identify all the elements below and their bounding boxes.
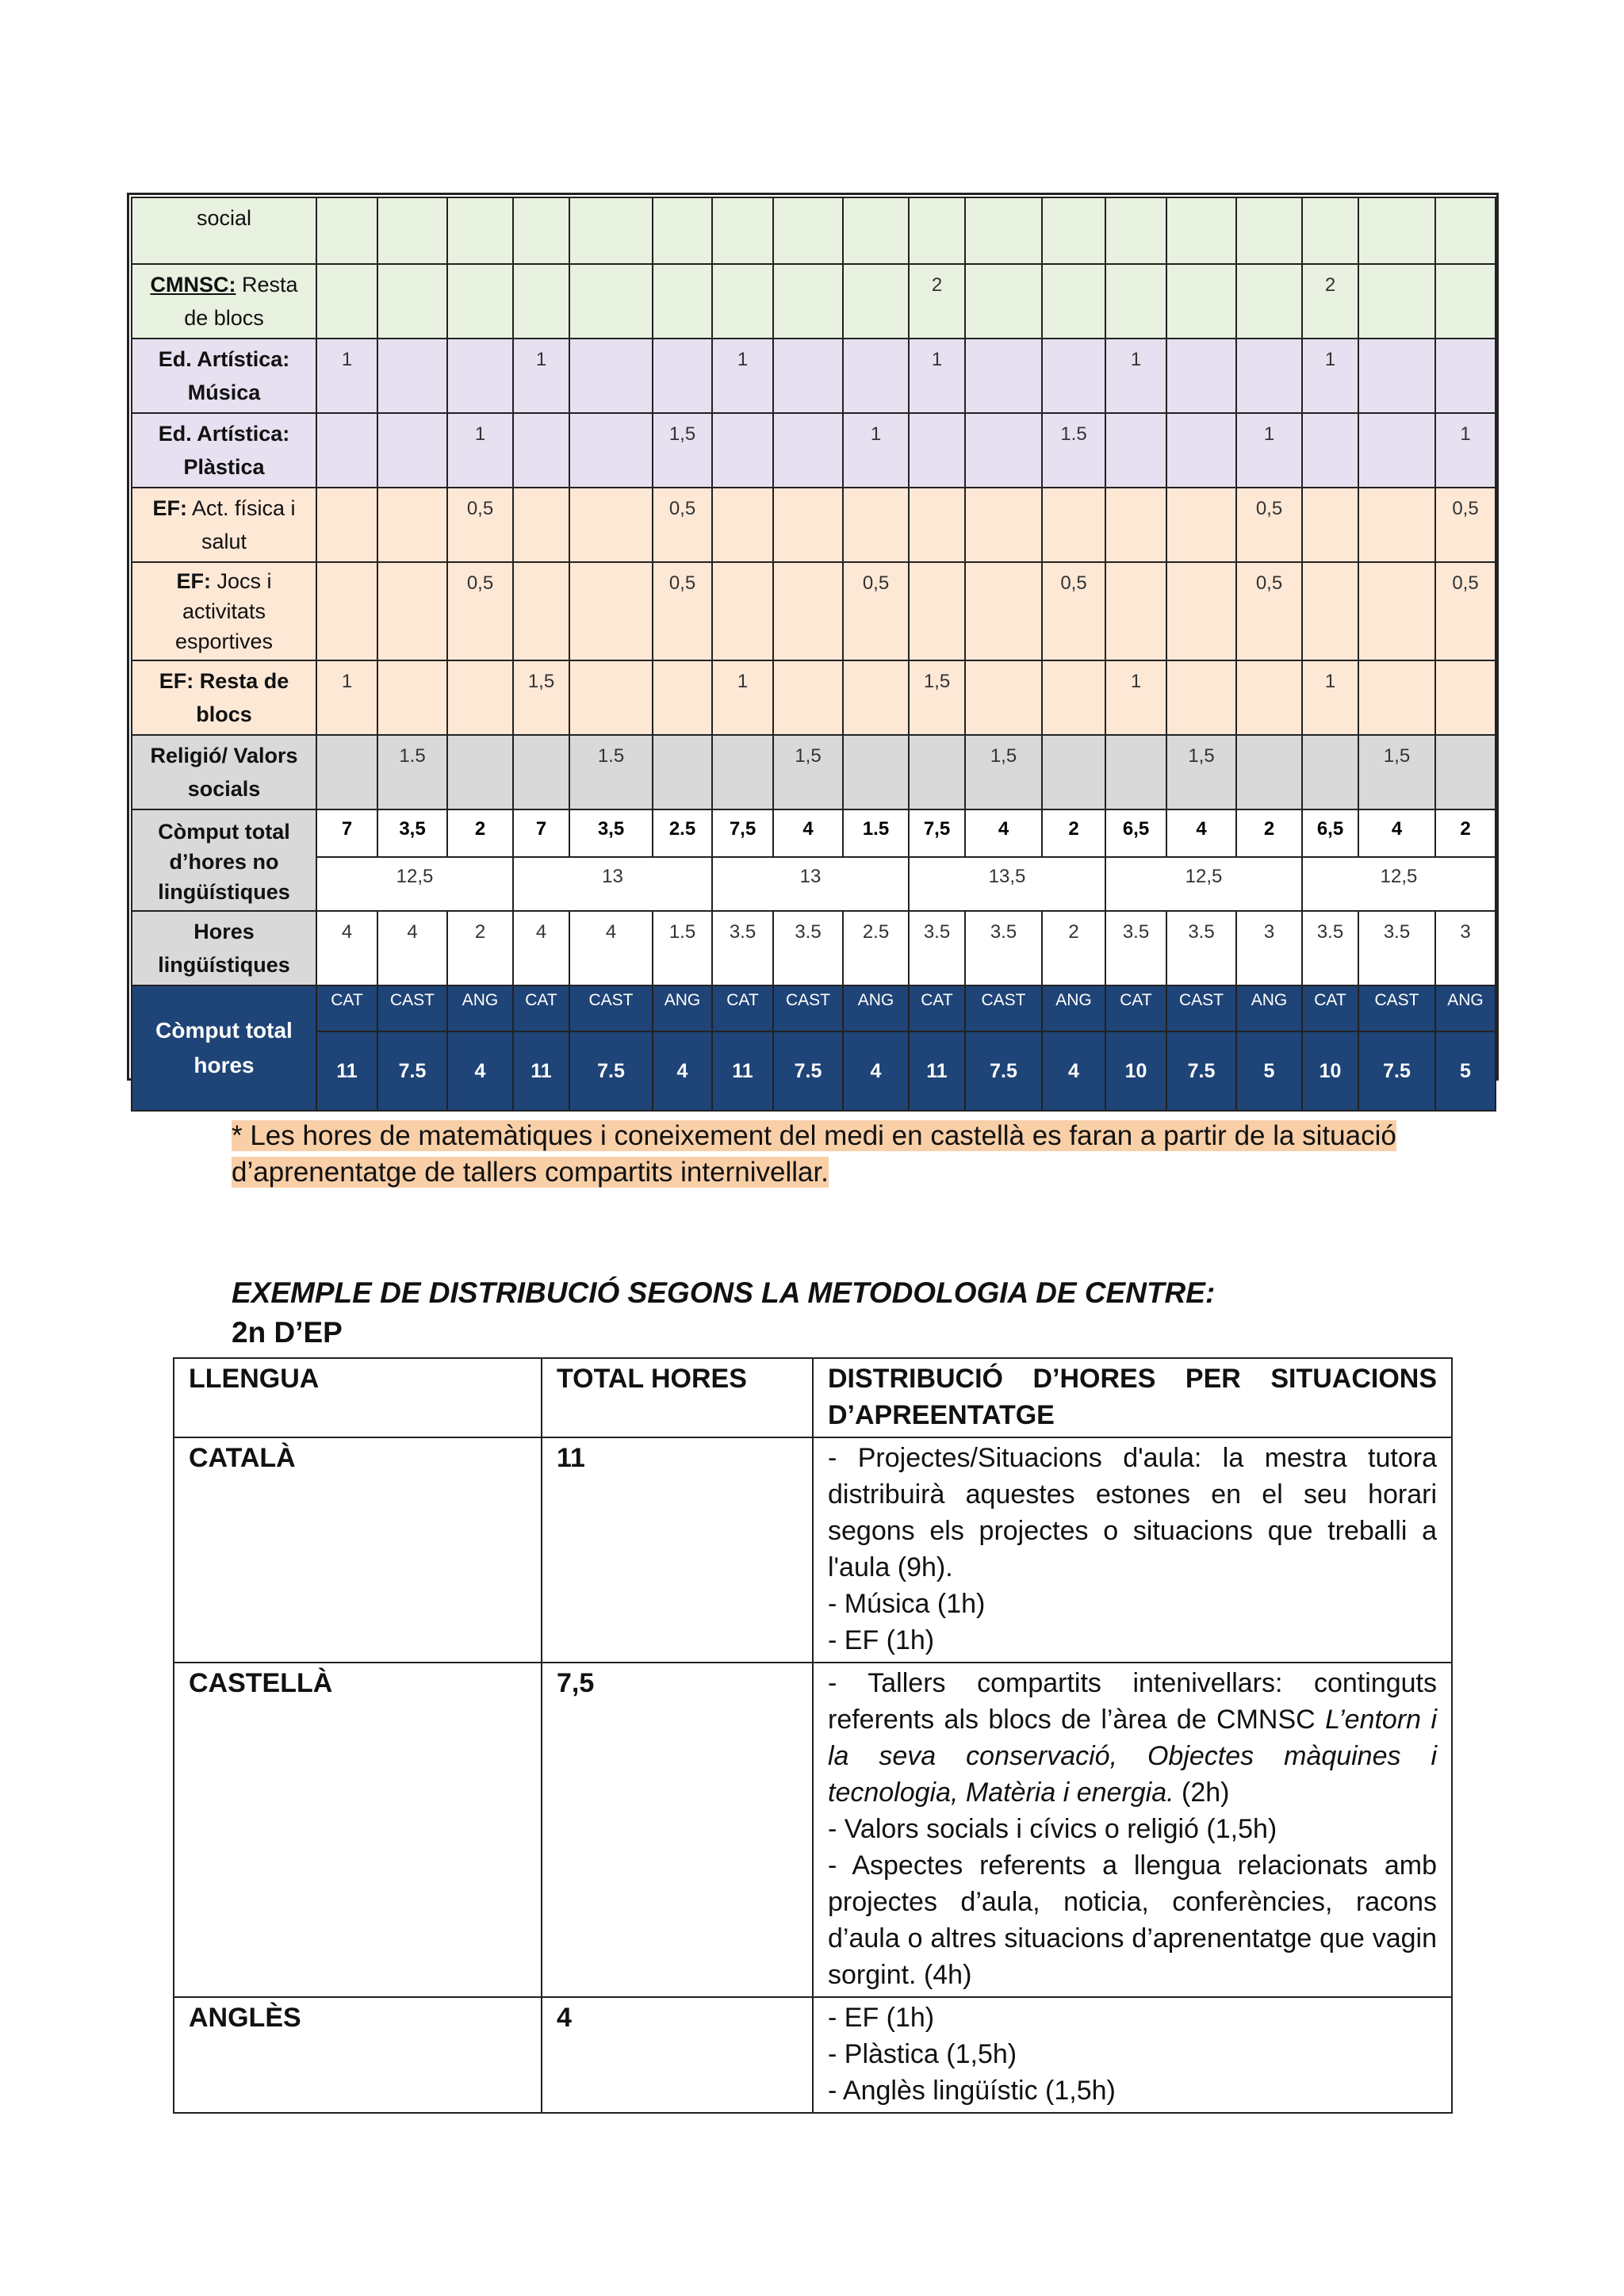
final-total-cell: 5 — [1435, 1031, 1496, 1111]
table-row-total — [132, 809, 1496, 857]
cell — [965, 413, 1042, 488]
cell — [653, 264, 712, 339]
cell — [1302, 413, 1358, 488]
linguistic-cell: 2 — [1042, 911, 1105, 985]
language-head: ANG — [653, 985, 712, 1031]
cell — [712, 562, 773, 660]
final-total-cell: 7.5 — [773, 1031, 843, 1111]
cell — [377, 660, 447, 735]
row-label — [132, 264, 316, 339]
cell — [377, 562, 447, 660]
cell — [712, 735, 773, 809]
cell — [1042, 488, 1105, 562]
cell — [513, 735, 569, 809]
cell — [773, 339, 843, 413]
cell — [965, 488, 1042, 562]
cell — [1105, 562, 1166, 660]
language-head: ANG — [843, 985, 909, 1031]
cell — [513, 562, 569, 660]
cell — [1435, 660, 1496, 735]
distribution-line: - Música (1h) — [828, 1589, 986, 1619]
language-head: ANG — [1236, 985, 1302, 1031]
distribution-line: - Anglès lingüístic (1,5h) — [828, 2076, 1116, 2106]
total-cell: 6,5 — [1302, 809, 1358, 857]
distribution-cell — [813, 1663, 1452, 1997]
final-total-cell: 5 — [1236, 1031, 1302, 1111]
cell — [447, 339, 513, 413]
total-cell: 2 — [1236, 809, 1302, 857]
merged-total-cell: 12,5 — [1302, 857, 1496, 911]
linguistic-cell: 3.5 — [1166, 911, 1236, 985]
row-label-bold: EF: — [176, 569, 211, 593]
row-label-bold: EF: Resta de blocs — [159, 669, 289, 726]
cell — [773, 488, 843, 562]
cell: 1 — [909, 339, 965, 413]
cell — [569, 660, 653, 735]
table-row — [174, 1663, 1452, 1997]
cell — [965, 339, 1042, 413]
cell: 0,5 — [1236, 488, 1302, 562]
cell — [712, 264, 773, 339]
cell — [1042, 264, 1105, 339]
cell — [569, 264, 653, 339]
language-head: CAT — [712, 985, 773, 1031]
final-total-cell: 7.5 — [1166, 1031, 1236, 1111]
table-row-merged-total — [132, 857, 1496, 911]
cell: 0,5 — [653, 562, 712, 660]
total-label — [132, 809, 316, 911]
cell: 0,5 — [1236, 562, 1302, 660]
distribution-text: (2h) — [1174, 1777, 1230, 1808]
linguistic-cell: 3.5 — [1358, 911, 1435, 985]
cell — [1236, 735, 1302, 809]
linguistic-cell: 3.5 — [1105, 911, 1166, 985]
cell — [773, 562, 843, 660]
distribution-line — [828, 1665, 1437, 1811]
distribution-italic: L’entorn i la seva conservació, Objectes màquines i tecnologia, Matèria i energia. — [828, 1705, 1437, 1808]
cell — [712, 413, 773, 488]
cell — [447, 197, 513, 264]
cell — [569, 488, 653, 562]
linguistic-cell: 4 — [513, 911, 569, 985]
language-head: CAST — [773, 985, 843, 1031]
cell — [909, 197, 965, 264]
merged-total-cell: 13 — [712, 857, 909, 911]
cell — [1358, 264, 1435, 339]
row-label-bold: Ed. Artística: Plàstica — [158, 422, 290, 479]
cell: 1,5 — [1358, 735, 1435, 809]
cell — [377, 488, 447, 562]
grade-heading: 2n D’EP — [232, 1316, 343, 1349]
language-head: ANG — [1042, 985, 1105, 1031]
final-total-cell: 10 — [1302, 1031, 1358, 1111]
cell — [1358, 488, 1435, 562]
footnote-highlight: * Les hores de matemàtiques i coneixement del medi en castellà es faran a partir de la situació d’aprenentatge de tallers compartits internivellar. — [232, 1120, 1396, 1188]
cell — [1236, 660, 1302, 735]
cell — [569, 339, 653, 413]
cell — [1166, 339, 1236, 413]
cell: 2 — [1302, 264, 1358, 339]
distribution-cell — [813, 1437, 1452, 1663]
language-cell: CASTELLÀ — [174, 1663, 542, 1997]
cell — [316, 562, 377, 660]
row-label-bold: EF: — [152, 496, 187, 520]
cell: 1.5 — [569, 735, 653, 809]
cell — [447, 660, 513, 735]
cell — [1358, 562, 1435, 660]
total-cell: 2 — [1435, 809, 1496, 857]
cell — [1105, 735, 1166, 809]
row-label: social — [132, 197, 316, 264]
cell — [1358, 197, 1435, 264]
cell — [1302, 735, 1358, 809]
total-cell: 6,5 — [1105, 809, 1166, 857]
cell — [1358, 339, 1435, 413]
cell — [653, 197, 712, 264]
cell — [377, 197, 447, 264]
language-head: CAST — [965, 985, 1042, 1031]
cell — [909, 413, 965, 488]
merged-total-cell: 12,5 — [1105, 857, 1302, 911]
cell — [447, 264, 513, 339]
row-label — [132, 562, 316, 660]
language-head: CAT — [1105, 985, 1166, 1031]
final-total-cell: 4 — [1042, 1031, 1105, 1111]
final-total-cell: 11 — [513, 1031, 569, 1111]
total-cell: 2.5 — [653, 809, 712, 857]
hours-table-container — [127, 193, 1499, 1081]
cell — [1435, 197, 1496, 264]
table-row — [132, 413, 1496, 488]
cell — [1358, 660, 1435, 735]
distribution-line: - Aspectes referents a llengua relacionats amb projectes d’aula, noticia, conferències, racons d’aula o altres situacions d’aprenentatge que vagin sorgint. (4h) — [828, 1850, 1437, 1990]
language-cell: CATALÀ — [174, 1437, 542, 1663]
distribution-table — [173, 1357, 1453, 2114]
cell — [653, 339, 712, 413]
cell: 1 — [1105, 339, 1166, 413]
row-label-rest: Resta de blocs — [184, 273, 298, 330]
cell — [653, 735, 712, 809]
hours-cell: 7,5 — [542, 1663, 813, 1997]
total-cell: 3,5 — [569, 809, 653, 857]
cell — [1166, 413, 1236, 488]
table-row — [132, 562, 1496, 660]
final-total-cell: 7.5 — [377, 1031, 447, 1111]
cell — [569, 562, 653, 660]
table-row — [174, 1997, 1452, 2113]
cell — [1358, 413, 1435, 488]
hours-table-body — [132, 197, 1496, 1111]
table-row-linguistic — [132, 911, 1496, 985]
distribution-line: - Plàstica (1,5h) — [828, 2039, 1017, 2069]
cell — [377, 339, 447, 413]
cell: 1.5 — [1042, 413, 1105, 488]
cell: 1,5 — [773, 735, 843, 809]
final-total-cell: 7.5 — [569, 1031, 653, 1111]
distribution-line: - Projectes/Situacions d'aula: la mestra tutora distribuirà aquestes estones en el seu horari segons els projectes o situacions que treballi a l'aula (9h). — [828, 1443, 1437, 1582]
cell — [513, 264, 569, 339]
merged-total-cell: 12,5 — [316, 857, 513, 911]
total-cell: 3,5 — [377, 809, 447, 857]
merged-total-cell: 13,5 — [909, 857, 1105, 911]
linguistic-label — [132, 911, 316, 985]
hours-distribution-table — [131, 197, 1496, 1112]
cell: 1,5 — [1166, 735, 1236, 809]
linguistic-cell: 3.5 — [712, 911, 773, 985]
cell: 1 — [712, 660, 773, 735]
cell — [1435, 339, 1496, 413]
cell — [653, 660, 712, 735]
cell — [965, 660, 1042, 735]
cell — [1166, 264, 1236, 339]
cell — [1236, 197, 1302, 264]
cell: 0,5 — [1042, 562, 1105, 660]
cell — [843, 264, 909, 339]
linguistic-cell: 3.5 — [773, 911, 843, 985]
row-label-rest: Jocs i activitats esportives — [174, 569, 274, 653]
table-row — [132, 660, 1496, 735]
cell — [569, 197, 653, 264]
cell — [1166, 660, 1236, 735]
cell — [1166, 488, 1236, 562]
total-cell: 7 — [316, 809, 377, 857]
final-total-cell: 7.5 — [1358, 1031, 1435, 1111]
final-total-cell: 11 — [712, 1031, 773, 1111]
cell — [773, 264, 843, 339]
table-row-final-values — [132, 1031, 1496, 1111]
cell — [1166, 197, 1236, 264]
distribution-line: - EF (1h) — [828, 2003, 935, 2033]
header-distribution: DISTRIBUCIÓ D’HORES PER SITUACIONS D’APREENTATGE — [813, 1358, 1452, 1437]
language-head: ANG — [447, 985, 513, 1031]
language-head: CAST — [377, 985, 447, 1031]
row-label — [132, 413, 316, 488]
language-head: CAST — [1358, 985, 1435, 1031]
cell — [843, 660, 909, 735]
cell — [909, 735, 965, 809]
cell — [447, 735, 513, 809]
linguistic-cell: 3 — [1236, 911, 1302, 985]
final-total-cell: 4 — [843, 1031, 909, 1111]
cell: 0,5 — [1435, 488, 1496, 562]
cell — [773, 413, 843, 488]
final-total-cell: 4 — [653, 1031, 712, 1111]
row-label-rest: Act. física i salut — [186, 496, 296, 553]
cell — [1236, 264, 1302, 339]
language-head: CAST — [1166, 985, 1236, 1031]
total-cell: 7,5 — [909, 809, 965, 857]
cell — [1435, 264, 1496, 339]
cell — [843, 339, 909, 413]
distribution-cell — [813, 1997, 1452, 2113]
cell — [965, 197, 1042, 264]
total-cell: 7 — [513, 809, 569, 857]
cell: 1,5 — [965, 735, 1042, 809]
cell: 1 — [513, 339, 569, 413]
cell — [513, 413, 569, 488]
language-head: CAT — [1302, 985, 1358, 1031]
table-row — [132, 197, 1496, 264]
total-label-text: Còmput total d’hores no lingüístiques — [158, 820, 290, 904]
cell: 1 — [1302, 339, 1358, 413]
cell: 1 — [1105, 660, 1166, 735]
linguistic-label-text: Hores lingüístiques — [158, 920, 290, 977]
row-label — [132, 488, 316, 562]
cell — [773, 197, 843, 264]
total-cell: 1.5 — [843, 809, 909, 857]
header-language: LLENGUA — [174, 1358, 542, 1437]
language-head: CAT — [316, 985, 377, 1031]
cell: 2 — [909, 264, 965, 339]
total-cell: 4 — [965, 809, 1042, 857]
cell — [316, 197, 377, 264]
linguistic-cell: 3 — [1435, 911, 1496, 985]
distribution-text: - Tallers compartits intenivellars: continguts referents als blocs de l’àrea de CMNSC — [828, 1668, 1437, 1735]
cell — [316, 488, 377, 562]
table-header-row — [174, 1358, 1452, 1437]
cell: 0,5 — [1435, 562, 1496, 660]
cell — [909, 562, 965, 660]
cell — [1042, 197, 1105, 264]
linguistic-cell: 2 — [447, 911, 513, 985]
linguistic-cell: 3.5 — [909, 911, 965, 985]
distribution-line: - EF (1h) — [828, 1625, 935, 1655]
cell — [569, 413, 653, 488]
cell — [1105, 197, 1166, 264]
hours-cell: 4 — [542, 1997, 813, 2113]
example-heading: EXEMPLE DE DISTRIBUCIÓ SEGONS LA METODOLOGIA DE CENTRE: — [232, 1276, 1216, 1309]
row-label — [132, 660, 316, 735]
cell — [1302, 488, 1358, 562]
cell — [843, 197, 909, 264]
cell — [316, 264, 377, 339]
table-row — [132, 339, 1496, 413]
cell: 1 — [712, 339, 773, 413]
total-cell: 2 — [1042, 809, 1105, 857]
cell — [377, 413, 447, 488]
language-head: CAT — [909, 985, 965, 1031]
linguistic-cell: 3.5 — [1302, 911, 1358, 985]
row-label-bold: Religió/ Valors socials — [150, 744, 298, 801]
cell — [377, 264, 447, 339]
final-total-label: Còmput total hores — [132, 985, 316, 1111]
cell — [909, 488, 965, 562]
cell: 0,5 — [653, 488, 712, 562]
cell — [1105, 488, 1166, 562]
cell — [1302, 562, 1358, 660]
cell — [316, 413, 377, 488]
cell: 1 — [447, 413, 513, 488]
cell — [1166, 562, 1236, 660]
table-row — [132, 488, 1496, 562]
cell — [1042, 735, 1105, 809]
header-total-hours: TOTAL HORES — [542, 1358, 813, 1437]
row-label-bold: Ed. Artística: Música — [158, 347, 290, 404]
language-cell: ANGLÈS — [174, 1997, 542, 2113]
footnote — [232, 1118, 1405, 1191]
cell: 1.5 — [377, 735, 447, 809]
cell: 0,5 — [447, 562, 513, 660]
cell — [712, 197, 773, 264]
cell: 1,5 — [653, 413, 712, 488]
cell — [316, 735, 377, 809]
cell: 1 — [1435, 413, 1496, 488]
cell — [1105, 264, 1166, 339]
language-head: CAT — [513, 985, 569, 1031]
linguistic-cell: 4 — [377, 911, 447, 985]
total-cell: 4 — [773, 809, 843, 857]
linguistic-cell: 1.5 — [653, 911, 712, 985]
final-total-cell: 11 — [909, 1031, 965, 1111]
row-label — [132, 735, 316, 809]
cell — [513, 488, 569, 562]
total-cell: 4 — [1358, 809, 1435, 857]
cell: 1 — [843, 413, 909, 488]
cell — [1105, 413, 1166, 488]
total-cell: 2 — [447, 809, 513, 857]
table-row-final-heads — [132, 985, 1496, 1031]
cell — [965, 264, 1042, 339]
cell: 1,5 — [513, 660, 569, 735]
cell — [513, 197, 569, 264]
linguistic-cell: 3.5 — [965, 911, 1042, 985]
cell: 0,5 — [447, 488, 513, 562]
final-total-cell: 10 — [1105, 1031, 1166, 1111]
cell — [773, 660, 843, 735]
cell — [965, 562, 1042, 660]
table-row — [174, 1437, 1452, 1663]
language-head: ANG — [1435, 985, 1496, 1031]
cell — [1042, 660, 1105, 735]
cell: 1 — [316, 339, 377, 413]
merged-total-cell: 13 — [513, 857, 712, 911]
linguistic-cell: 4 — [569, 911, 653, 985]
row-label — [132, 339, 316, 413]
language-head: CAST — [569, 985, 653, 1031]
cell — [712, 488, 773, 562]
cell — [1236, 339, 1302, 413]
cell — [843, 488, 909, 562]
final-total-cell: 11 — [316, 1031, 377, 1111]
linguistic-cell: 2.5 — [843, 911, 909, 985]
row-label-bold: CMNSC: — [150, 273, 236, 297]
cell: 1 — [316, 660, 377, 735]
cell: 1 — [1236, 413, 1302, 488]
total-cell: 7,5 — [712, 809, 773, 857]
final-total-cell: 7.5 — [965, 1031, 1042, 1111]
cell: 1 — [1302, 660, 1358, 735]
linguistic-cell: 4 — [316, 911, 377, 985]
cell — [1042, 339, 1105, 413]
table-row — [132, 264, 1496, 339]
table-row — [132, 735, 1496, 809]
cell — [1302, 197, 1358, 264]
cell — [843, 735, 909, 809]
final-total-cell: 4 — [447, 1031, 513, 1111]
hours-cell: 11 — [542, 1437, 813, 1663]
cell: 0,5 — [843, 562, 909, 660]
distribution-line: - Valors socials i cívics o religió (1,5h) — [828, 1814, 1277, 1844]
total-cell: 4 — [1166, 809, 1236, 857]
cell — [1435, 735, 1496, 809]
cell: 1,5 — [909, 660, 965, 735]
